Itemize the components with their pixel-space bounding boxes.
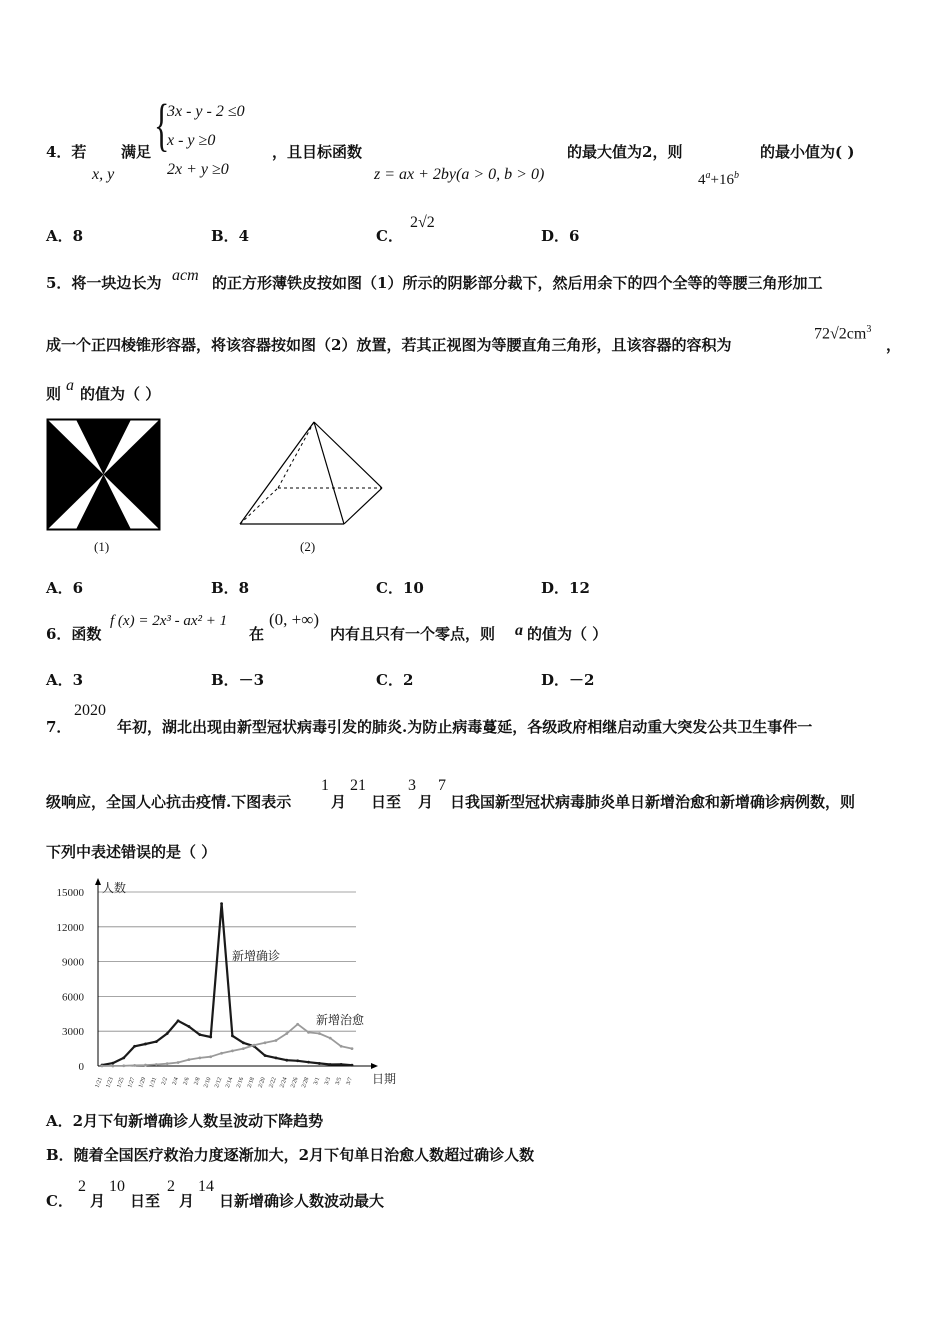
y-tick-label: 12000 xyxy=(56,921,84,934)
series-new-cured-point xyxy=(101,1065,104,1068)
q5-figure-1 xyxy=(46,418,162,532)
series-new-confirmed-point xyxy=(351,1064,354,1067)
series-new-confirmed-point xyxy=(275,1056,278,1059)
q6-function: f (x) = 2x³ - ax² + 1 xyxy=(110,613,228,629)
x-tick-label: 2/22 xyxy=(268,1076,278,1089)
q7-day-1: 21 xyxy=(350,777,366,794)
q6-option-b: B．－3 xyxy=(211,671,265,689)
series-new-cured-point xyxy=(122,1064,125,1067)
q4-constraint-2: x - y ≥0 xyxy=(167,132,216,149)
q7-option-c-yue2: 月 xyxy=(179,1192,195,1210)
series-new-confirmed-point xyxy=(220,902,223,905)
q7-day-2: 7 xyxy=(438,777,446,794)
series-new-cured-point xyxy=(133,1064,136,1067)
x-tick-label: 2/20 xyxy=(257,1076,267,1089)
q6-option-d: D．－2 xyxy=(541,671,595,689)
x-tick-label: 2/26 xyxy=(290,1076,300,1089)
x-tick-label: 1/25 xyxy=(116,1076,126,1089)
q5-line2-a: 成一个正四棱锥形容器，将该容器按如图（2）放置，若其正视图为等腰直角三角形，且该容器的容积为 xyxy=(46,336,732,354)
series-new-confirmed-point xyxy=(307,1061,310,1064)
q4-brace: { xyxy=(154,92,170,157)
q7-option-c-label: C． xyxy=(46,1192,73,1210)
series-new-confirmed-point xyxy=(133,1045,136,1048)
series-new-confirmed-point xyxy=(264,1054,267,1057)
q6-option-c: C．2 xyxy=(376,671,414,689)
series-new-cured-point xyxy=(188,1058,191,1061)
q6-text-c: 内有且只有一个零点，则 xyxy=(330,625,496,643)
q5-volume: $72√2cm^3$ xyxy=(814,324,872,343)
series-label-confirmed: 新增确诊 xyxy=(232,949,281,963)
x-tick-label: 2/28 xyxy=(301,1076,311,1089)
q4-vars: x, y xyxy=(92,166,115,183)
x-tick-label: 1/23 xyxy=(105,1076,115,1089)
q7-option-c-yue1: 月 xyxy=(90,1192,106,1210)
q6-option-a: A．3 xyxy=(46,671,84,689)
q7-option-c-tail: 日新增确诊人数波动最大 xyxy=(219,1192,385,1210)
q4-option-b: B．4 xyxy=(211,227,250,245)
series-new-cured-point xyxy=(166,1062,169,1065)
series-new-cured-point xyxy=(285,1032,288,1035)
series-new-confirmed-point xyxy=(285,1059,288,1062)
q7-month-2: 3 xyxy=(408,777,416,794)
series-new-cured-point xyxy=(329,1037,332,1040)
x-tick-label: 3/5 xyxy=(334,1076,344,1086)
series-new-cured-point xyxy=(209,1055,212,1058)
series-new-cured-point xyxy=(198,1056,201,1059)
q7-option-c-m1: 2 xyxy=(78,1178,86,1195)
q4-option-c-math: 2√2 xyxy=(410,214,435,231)
series-new-confirmed-point xyxy=(242,1041,245,1044)
q5-line1-a: 5．将一块边长为 xyxy=(46,274,162,292)
x-tick-label: 1/29 xyxy=(138,1076,148,1089)
series-new-confirmed-point xyxy=(318,1062,321,1065)
q5-line3-b: 的值为（ ） xyxy=(80,385,161,403)
x-tick-label: 1/31 xyxy=(148,1076,159,1089)
q5-line3-var: a xyxy=(66,377,74,394)
q6-var: a xyxy=(515,622,523,639)
series-new-confirmed-point xyxy=(340,1063,343,1066)
q4-expr: $4^a+16^b$ xyxy=(698,170,739,188)
q7-ri-1: 日至 xyxy=(371,793,402,811)
x-tick-label: 2/6 xyxy=(182,1076,191,1086)
q4-number: 4．若 xyxy=(46,143,87,161)
series-new-confirmed-point xyxy=(155,1040,158,1043)
q4-satisfy: 满足 xyxy=(121,143,152,161)
series-new-cured-point xyxy=(177,1061,180,1064)
series-new-confirmed-point xyxy=(111,1062,114,1065)
x-tick-label: 3/3 xyxy=(323,1076,333,1086)
y-tick-label: 15000 xyxy=(56,887,84,899)
q6-interval: (0, +∞) xyxy=(269,610,320,629)
q5-option-c: C．10 xyxy=(376,579,424,597)
q5-option-b: B．8 xyxy=(211,579,250,597)
q7-option-c-d2: 14 xyxy=(198,1178,214,1195)
q4-option-a: A．8 xyxy=(46,227,84,245)
y-tick-label: 9000 xyxy=(62,956,84,969)
q5-line1-var: acm xyxy=(172,267,199,284)
series-new-confirmed-point xyxy=(144,1043,147,1046)
series-new-cured-point xyxy=(231,1050,234,1053)
x-tick-label: 1/27 xyxy=(127,1076,137,1089)
y-tick-label: 3000 xyxy=(62,1026,84,1039)
q7-option-c-m2: 2 xyxy=(167,1178,175,1195)
q5-line1-b: 的正方形薄铁皮按如图（1）所示的阴影部分裁下，然后用余下的四个全等的等腰三角形加工 xyxy=(212,274,823,292)
series-new-confirmed-point xyxy=(231,1034,234,1037)
q7-line2-b: 日我国新型冠状病毒肺炎单日新增治愈和新增确诊病例数，则 xyxy=(450,793,856,811)
series-new-cured-point xyxy=(253,1044,256,1047)
x-tick-label: 3/7 xyxy=(345,1076,354,1086)
x-tick-label: 3/1 xyxy=(313,1076,322,1086)
x-tick-label: 2/18 xyxy=(246,1076,257,1089)
x-tick-label: 2/12 xyxy=(214,1076,224,1089)
q4-objective: z = ax + 2by(a > 0, b > 0) xyxy=(374,166,545,183)
series-new-confirmed-point xyxy=(209,1036,212,1039)
series-new-cured-point xyxy=(296,1023,299,1026)
series-new-cured-point xyxy=(351,1047,354,1050)
series-new-cured-point xyxy=(242,1047,245,1050)
q7-yue-1: 月 xyxy=(331,793,347,811)
series-new-confirmed-point xyxy=(198,1033,201,1036)
series-new-confirmed-point xyxy=(122,1056,125,1059)
series-new-confirmed-point xyxy=(166,1032,169,1035)
q7-yue-2: 月 xyxy=(418,793,434,811)
q6-text-d: 的值为（ ） xyxy=(527,625,608,643)
series-new-confirmed-point xyxy=(177,1019,180,1022)
q7-year: 2020 xyxy=(74,702,106,719)
q7-number: 7． xyxy=(46,718,72,736)
q7-option-c-zhi: 日至 xyxy=(130,1192,161,1210)
x-axis-arrow xyxy=(371,1063,378,1069)
x-tick-label: 2/16 xyxy=(235,1076,246,1089)
x-axis-label: 日期 xyxy=(372,1072,397,1086)
q6-text-b: 在 xyxy=(249,625,265,643)
series-new-cured-point xyxy=(275,1039,278,1042)
q4-tail-1: 的最大值为2，则 xyxy=(567,143,683,161)
x-tick-label: 2/14 xyxy=(225,1076,235,1089)
q4-constraint-1: 3x - y - 2 ≤0 xyxy=(167,103,245,120)
y-axis-arrow xyxy=(95,878,101,885)
x-tick-label: 2/2 xyxy=(160,1076,170,1086)
x-tick-label: 2/24 xyxy=(279,1076,289,1089)
y-axis-label: 人数 xyxy=(102,881,127,895)
series-new-cured-point xyxy=(155,1063,158,1066)
series-new-cured-point xyxy=(264,1041,267,1044)
series-new-cured-point xyxy=(307,1031,310,1034)
q5-fig1-caption: (1) xyxy=(94,539,110,554)
x-tick-label: 2/8 xyxy=(193,1076,202,1086)
q7-option-c-d1: 10 xyxy=(109,1178,125,1195)
series-new-confirmed-point xyxy=(188,1025,191,1028)
series-new-cured-point xyxy=(340,1045,343,1048)
q5-line2-b: ， xyxy=(886,336,902,354)
series-new-cured-point xyxy=(111,1065,114,1068)
y-tick-label: 0 xyxy=(78,1061,84,1073)
series-new-confirmed-line xyxy=(102,904,352,1066)
q7-line2-a: 级响应，全国人心抗击疫情.下图表示 xyxy=(46,793,292,811)
q5-figure-2 xyxy=(236,418,388,530)
series-new-cured-point xyxy=(220,1052,223,1055)
x-tick-label: 1/21 xyxy=(94,1076,104,1089)
series-label-cured: 新增治愈 xyxy=(316,1013,365,1027)
series-new-cured-point xyxy=(318,1032,321,1035)
q5-line3-a: 则 xyxy=(46,385,62,403)
q4-option-c: C． xyxy=(376,227,403,245)
q4-option-d: D．6 xyxy=(541,227,580,245)
series-new-confirmed-point xyxy=(296,1059,299,1062)
q5-option-d: D．12 xyxy=(541,579,590,597)
q7-chart xyxy=(44,876,397,1090)
q4-constraint-3: 2x + y ≥0 xyxy=(167,161,229,178)
q7-month-1: 1 xyxy=(321,777,329,794)
q5-option-a: A．6 xyxy=(46,579,84,597)
q7-option-b: B．随着全国医疗救治力度逐渐加大，2月下旬单日治愈人数超过确诊人数 xyxy=(46,1146,535,1164)
q7-line1: 年初，湖北出现由新型冠状病毒引发的肺炎.为防止病毒蔓延，各级政府相继启动重大突发公共卫生事件一 xyxy=(117,718,813,736)
y-tick-label: 6000 xyxy=(62,991,84,1004)
x-tick-label: 2/10 xyxy=(203,1076,213,1089)
series-new-cured-point xyxy=(144,1064,147,1067)
series-new-confirmed-point xyxy=(329,1063,332,1066)
q6-number: 6．函数 xyxy=(46,625,102,643)
q4-mid-text: ，且目标函数 xyxy=(272,143,363,161)
q5-fig2-caption: (2) xyxy=(300,539,316,554)
x-tick-label: 2/4 xyxy=(171,1076,180,1086)
q7-line3: 下列中表述错误的是（ ） xyxy=(46,843,217,861)
q4-tail-2: 的最小值为( ) xyxy=(760,143,855,161)
q7-option-a: A．2月下旬新增确诊人数呈波动下降趋势 xyxy=(46,1112,324,1130)
